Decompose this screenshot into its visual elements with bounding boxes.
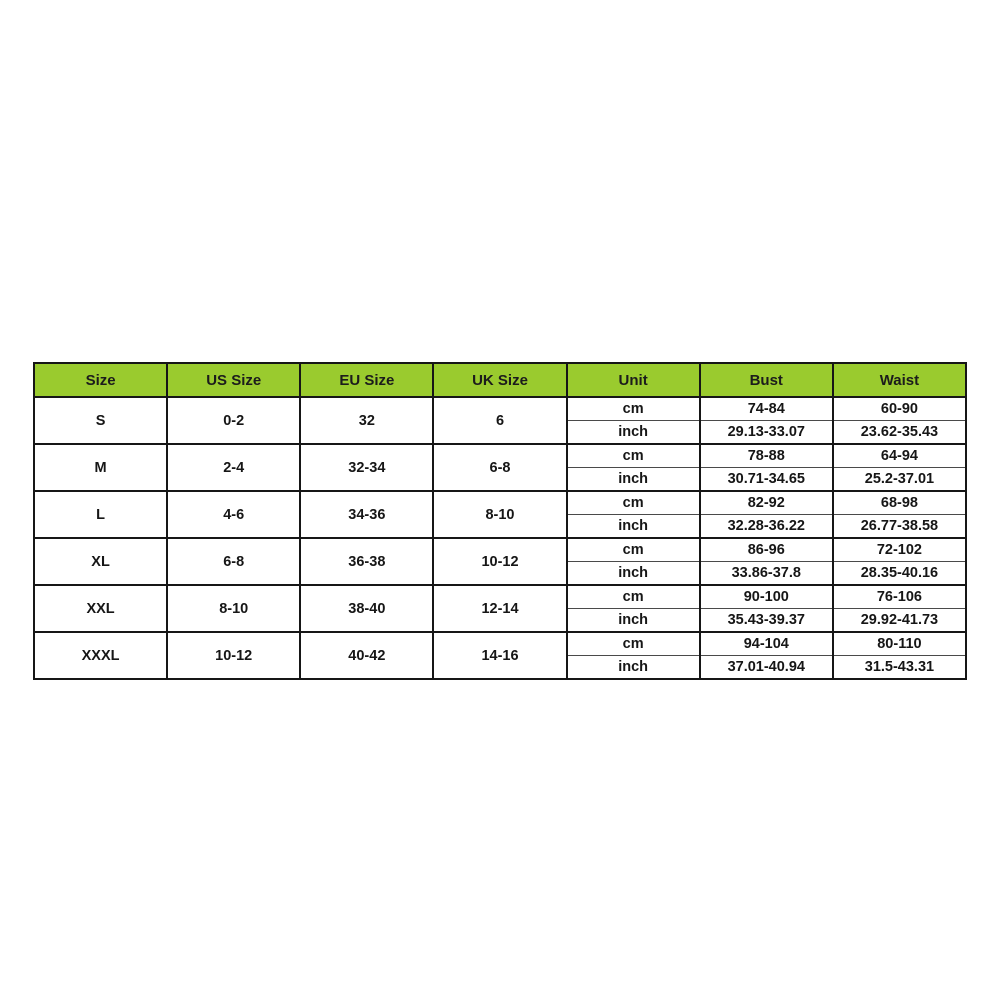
size-cell: S <box>34 397 167 444</box>
us-size-cell: 4-6 <box>167 491 300 538</box>
eu-size-cell: 32-34 <box>300 444 433 491</box>
eu-size-cell: 32 <box>300 397 433 444</box>
unit-cm-cell: cm <box>567 491 700 515</box>
bust-cm-cell: 86-96 <box>700 538 833 562</box>
waist-inch-cell: 23.62-35.43 <box>833 421 966 445</box>
size-row-xxl-cm <box>34 585 966 609</box>
unit-cm-cell: cm <box>567 397 700 421</box>
uk-size-cell: 6 <box>433 397 566 444</box>
bust-cm-cell: 90-100 <box>700 585 833 609</box>
waist-cm-cell: 76-106 <box>833 585 966 609</box>
header-row <box>34 363 966 397</box>
size-cell: XL <box>34 538 167 585</box>
size-cell: XXXL <box>34 632 167 679</box>
size-chart <box>33 362 967 680</box>
unit-inch-cell: inch <box>567 562 700 586</box>
size-cell: XXL <box>34 585 167 632</box>
unit-inch-cell: inch <box>567 421 700 445</box>
bust-inch-cell: 30.71-34.65 <box>700 468 833 492</box>
unit-inch-cell: inch <box>567 656 700 680</box>
header-waist: Waist <box>833 363 966 397</box>
uk-size-cell: 12-14 <box>433 585 566 632</box>
unit-inch-cell: inch <box>567 609 700 633</box>
waist-cm-cell: 80-110 <box>833 632 966 656</box>
unit-inch-cell: inch <box>567 468 700 492</box>
header-unit: Unit <box>567 363 700 397</box>
unit-inch-cell: inch <box>567 515 700 539</box>
size-cell: L <box>34 491 167 538</box>
waist-inch-cell: 29.92-41.73 <box>833 609 966 633</box>
size-row-l-cm <box>34 491 966 515</box>
size-row-m-cm <box>34 444 966 468</box>
uk-size-cell: 10-12 <box>433 538 566 585</box>
bust-inch-cell: 37.01-40.94 <box>700 656 833 680</box>
size-row-xl-cm <box>34 538 966 562</box>
unit-cm-cell: cm <box>567 538 700 562</box>
header-uk-size: UK Size <box>433 363 566 397</box>
unit-cm-cell: cm <box>567 444 700 468</box>
bust-cm-cell: 78-88 <box>700 444 833 468</box>
bust-inch-cell: 33.86-37.8 <box>700 562 833 586</box>
size-row-s-cm <box>34 397 966 421</box>
bust-cm-cell: 94-104 <box>700 632 833 656</box>
waist-inch-cell: 25.2-37.01 <box>833 468 966 492</box>
waist-cm-cell: 72-102 <box>833 538 966 562</box>
size-chart-table <box>33 362 967 680</box>
waist-cm-cell: 64-94 <box>833 444 966 468</box>
unit-cm-cell: cm <box>567 632 700 656</box>
bust-cm-cell: 74-84 <box>700 397 833 421</box>
uk-size-cell: 6-8 <box>433 444 566 491</box>
waist-inch-cell: 31.5-43.31 <box>833 656 966 680</box>
header-size: Size <box>34 363 167 397</box>
eu-size-cell: 34-36 <box>300 491 433 538</box>
header-us-size: US Size <box>167 363 300 397</box>
bust-inch-cell: 35.43-39.37 <box>700 609 833 633</box>
size-cell: M <box>34 444 167 491</box>
eu-size-cell: 36-38 <box>300 538 433 585</box>
waist-inch-cell: 28.35-40.16 <box>833 562 966 586</box>
us-size-cell: 10-12 <box>167 632 300 679</box>
unit-cm-cell: cm <box>567 585 700 609</box>
size-row-xxxl-cm <box>34 632 966 656</box>
bust-inch-cell: 32.28-36.22 <box>700 515 833 539</box>
us-size-cell: 2-4 <box>167 444 300 491</box>
bust-inch-cell: 29.13-33.07 <box>700 421 833 445</box>
eu-size-cell: 40-42 <box>300 632 433 679</box>
us-size-cell: 8-10 <box>167 585 300 632</box>
bust-cm-cell: 82-92 <box>700 491 833 515</box>
waist-cm-cell: 60-90 <box>833 397 966 421</box>
uk-size-cell: 14-16 <box>433 632 566 679</box>
uk-size-cell: 8-10 <box>433 491 566 538</box>
us-size-cell: 0-2 <box>167 397 300 444</box>
waist-cm-cell: 68-98 <box>833 491 966 515</box>
eu-size-cell: 38-40 <box>300 585 433 632</box>
header-eu-size: EU Size <box>300 363 433 397</box>
waist-inch-cell: 26.77-38.58 <box>833 515 966 539</box>
us-size-cell: 6-8 <box>167 538 300 585</box>
header-bust: Bust <box>700 363 833 397</box>
